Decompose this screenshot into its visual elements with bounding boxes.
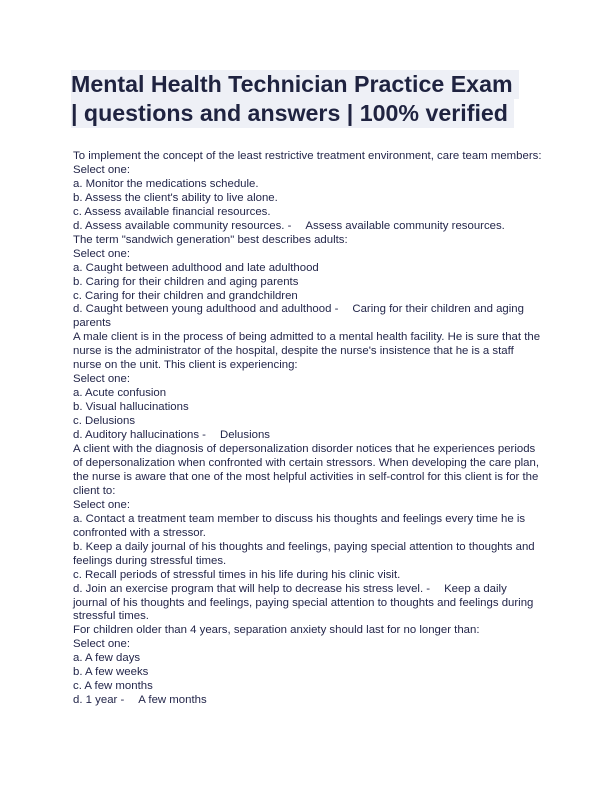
question-prompt: The term "sandwich generation" best describes adults: [73,233,348,246]
option-b: b. Keep a daily journal of his thoughts and feelings, paying special attention to thoughts and feelings during stressful times. [73,540,535,567]
answer-text: Keep a daily journal of his thoughts and feelings, paying special attention to thoughts and feelings during stressful times. [73,582,534,623]
option-d: d. Assess available community resources. - [73,219,292,232]
document-title [71,70,543,128]
option-d-with-answer [73,583,543,625]
select-one-label: Select one: [73,163,130,176]
answer-text: Assess available community resources. [305,219,505,232]
option-d: d. Caught between young adulthood and adulthood - [73,303,339,316]
question-list [73,150,543,708]
select-one-label: Select one: [73,373,130,386]
option-a: a. A few days [73,652,141,665]
question-prompt: A male client is in the process of being admitted to a mental health facility. He is sure that the nurse is the administrator of the hospital, despite the nurse's insistence that he is a staff nurse on the unit. This client is experiencing: [73,331,541,372]
select-one-label: Select one: [73,247,130,260]
select-one-label: Select one: [73,498,130,511]
option-a: a. Caught between adulthood and late adulthood [73,261,319,274]
option-c: c. Recall periods of stressful times in his life during his clinic visit. [73,568,401,581]
answer-text: Caring for their children and aging parents [73,303,524,330]
option-b: b. A few weeks [73,666,149,679]
option-d: d. 1 year - [73,694,125,707]
option-c: c. Caring for their children and grandchildren [73,289,298,302]
title-line-2: | questions and answers | 100% verified [71,99,514,128]
option-b: b. Caring for their children and aging parents [73,275,299,288]
question-prompt: A client with the diagnosis of depersonalization disorder notices that he experiences periods of depersonalization when confronted with certain stressors. When developing the care plan, the nurse is aware that one of the most helpful activities in self-control for this client is for the client to: [73,443,540,497]
question-prompt: To implement the concept of the least restrictive treatment environment, care team members: [73,150,542,162]
option-c: c. Assess available financial resources. [73,205,271,218]
option-d: d. Auditory hallucinations - [73,429,206,442]
question-prompt: For children older than 4 years, separation anxiety should last for no longer than: [73,624,480,637]
option-d-with-answer [73,429,543,443]
option-d-with-answer [73,220,543,234]
option-b: b. Assess the client's ability to live alone. [73,191,278,204]
answer-text: Delusions [219,429,270,442]
answer-text: A few months [138,694,207,707]
option-d-with-answer [73,694,543,708]
option-d-with-answer [73,303,543,331]
option-c: c. A few months [73,680,153,693]
option-c: c. Delusions [73,415,136,428]
option-a: a. Contact a treatment team member to discuss his thoughts and feelings every time he is confronted with a stressor. [73,512,526,539]
option-d: d. Join an exercise program that will help to decrease his stress level. - [73,582,431,595]
title-line-1: Mental Health Technician Practice Exam [71,70,519,99]
select-one-label: Select one: [73,638,130,651]
option-a: a. Monitor the medications schedule. [73,177,259,190]
option-a: a. Acute confusion [73,387,167,400]
option-b: b. Visual hallucinations [73,401,189,414]
